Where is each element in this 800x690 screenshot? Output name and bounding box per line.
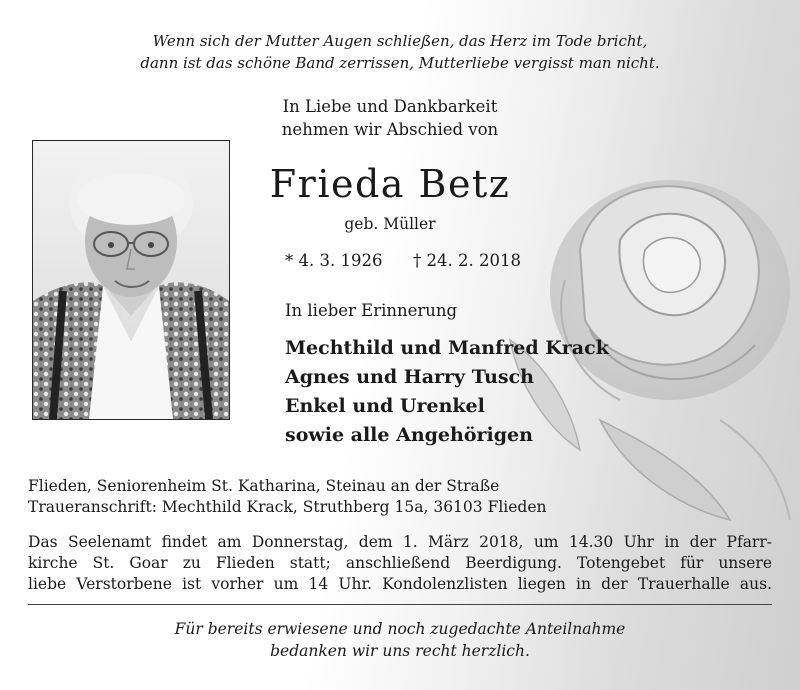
poem-line: dann ist das schöne Band zerrissen, Mutterliebe vergisst man nicht. bbox=[140, 54, 660, 72]
birth-name: geb. Müller bbox=[344, 215, 436, 233]
memory-heading: In lieber Erinnerung bbox=[285, 301, 458, 320]
birth-date: * 4. 3. 1926 bbox=[285, 251, 383, 270]
thanks-line: Für bereits erwiesene und noch zugedachte Anteilnahme bbox=[174, 620, 626, 638]
deceased-name: Frieda Betz bbox=[269, 162, 511, 206]
ceremony-line: liebe Verstorbene ist vorher um 14 Uhr. Kondolenzlisten liegen in der Trauerhalle aus. bbox=[28, 575, 772, 593]
mourner-entry: Enkel und Urenkel bbox=[285, 395, 485, 417]
ceremony-line: Das Seelenamt findet am Donnerstag, dem 1. März 2018, um 14.30 Uhr in der Pfarr- bbox=[28, 533, 772, 551]
mourner-entry: sowie alle Angehörigen bbox=[285, 424, 533, 446]
intro-line: nehmen wir Abschied von bbox=[281, 120, 499, 139]
death-date: † 24. 2. 2018 bbox=[413, 251, 521, 270]
places-line: Flieden, Seniorenheim St. Katharina, Steinau an der Straße bbox=[28, 477, 500, 495]
portrait-photo bbox=[32, 140, 230, 420]
intro-line: In Liebe und Dankbarkeit bbox=[282, 97, 498, 116]
portrait-image bbox=[33, 141, 229, 419]
funeral-details bbox=[28, 532, 772, 595]
poem-line: Wenn sich der Mutter Augen schließen, das Herz im Tode bricht, bbox=[152, 32, 648, 50]
divider-line bbox=[28, 604, 772, 605]
mourning-address: Traueranschrift: Mechthild Krack, Struthberg 15a, 36103 Flieden bbox=[28, 498, 547, 516]
memorial-poem bbox=[0, 30, 800, 74]
mourner-entry: Mechthild und Manfred Krack bbox=[285, 337, 609, 359]
thanks-message bbox=[0, 618, 800, 662]
mourner-entry: Agnes und Harry Tusch bbox=[285, 366, 534, 388]
ceremony-line: kirche St. Goar zu Flieden statt; anschließend Beerdigung. Totengebet für unsere bbox=[28, 554, 772, 572]
mourners-list bbox=[285, 334, 609, 450]
location-info bbox=[28, 476, 772, 518]
farewell-intro bbox=[230, 95, 550, 141]
thanks-line: bedanken wir uns recht herzlich. bbox=[270, 642, 530, 660]
